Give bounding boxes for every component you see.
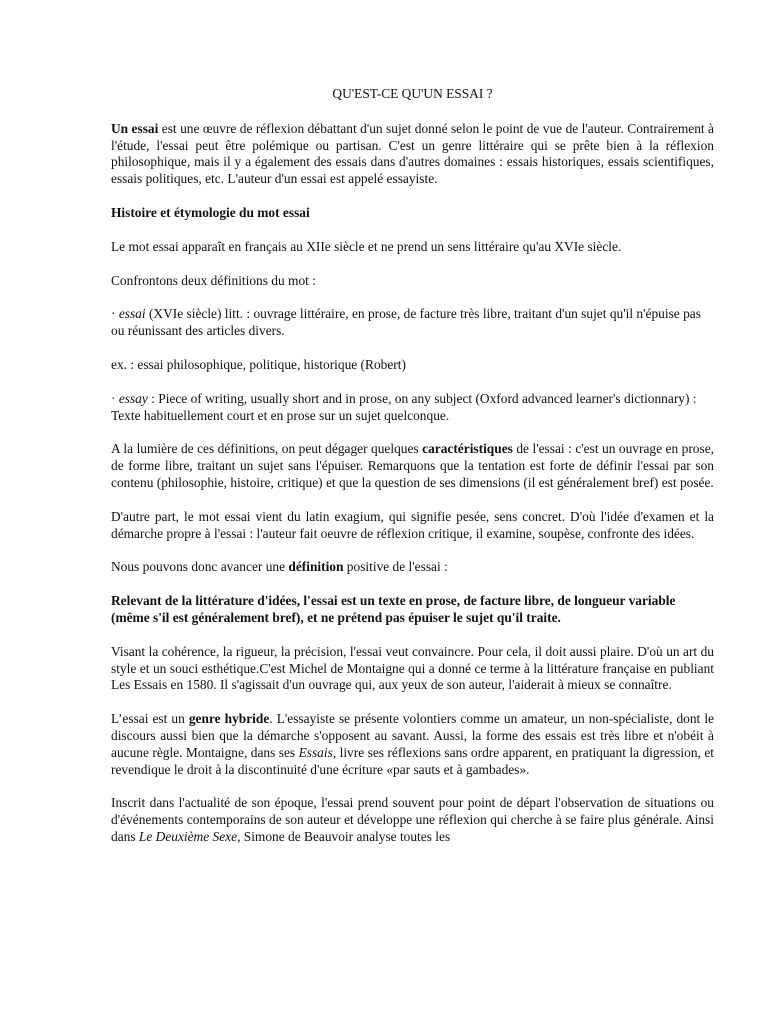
- paragraph-intro: [111, 121, 714, 188]
- definition-term: essai: [118, 306, 146, 322]
- text-segment: . L'essayiste se présente volontiers comme un amateur, un non-spécialiste, dont le discours aussi bien que la démarche s'opposent au savant. Aussi, la forme des essais est très libre et n'obéit à aucune règle. Montaigne, dans ses: [111, 711, 714, 760]
- text-segment: A la lumière de ces définitions, on peut dégager quelques: [111, 441, 423, 457]
- paragraph-etymology: Le mot essai apparaît en français au XIIe siècle et ne prend un sens littéraire qu'au XVIe siècle.: [111, 238, 622, 254]
- definition-essai: [111, 306, 714, 340]
- italic-segment: Essais: [298, 744, 333, 760]
- definition-statement: Relevant de la littérature d'idées, l'essai est un texte en prose, de facture libre, de longueur variable (même s'il est généralement bref), et ne prétend pas épuiser le sujet qu'il traite.: [111, 593, 676, 625]
- intro-text: est une œuvre de réflexion débattant d'un sujet donné selon le point de vue de l'auteur. Contrairement à l'étude, l'essai peut être polémique ou partisan. C'est un genre littéraire qui se prête bien à la réflexion philosophique, mais il y a également des essais dans d'autres domaines : essais historiques, essais scientifiques, essais politiques, etc. L'auteur d'un essai est appelé essayiste.: [111, 120, 715, 187]
- text-segment: positive de l'essai :: [343, 559, 448, 575]
- definition-term: essay: [118, 390, 148, 406]
- text-segment: Inscrit dans l'actualité de son époque, l'essai prend souvent pour point de départ l'observation de situations ou d'événements contemporains de son auteur et développe une réflexion qui cherche à se faire plus générale. Ainsi dans: [111, 795, 714, 844]
- bullet: ·: [111, 390, 119, 406]
- document-title: QU'EST-CE QU'UN ESSAI ?: [332, 86, 493, 101]
- text-segment: , Simone de Beauvoir analyse toutes les: [237, 828, 451, 844]
- definition-essay: [111, 391, 714, 425]
- bold-segment: caractéristiques: [422, 441, 513, 457]
- paragraph-hybrid: [111, 711, 714, 778]
- text-segment: , livre ses réflexions sans ordre apparent, en pratiquant la digression, et revendique le droit à la discontinuité d'une écriture «par sauts et à gambades».: [111, 744, 714, 777]
- text-segment: de l'essai : c'est un ouvrage en prose, de forme libre, traitant un sujet sans l'épuiser. Remarquons que la tentation est forte de définir l'essai par son contenu (philosophie, histoire, critique) et que la question de ses dimensions (il est généralement bref) est posée.: [111, 441, 714, 490]
- bold-segment: genre hybride: [188, 711, 270, 727]
- bold-segment: définition: [288, 559, 344, 575]
- heading-text: Histoire et étymologie du mot essai: [111, 204, 310, 220]
- definition-text: : Piece of writing, usually short and in prose, on any subject (Oxford advanced learner's dictionnary) : Texte habituellement court et en prose sur un sujet quelconque.: [111, 390, 697, 423]
- definition-text: (XVIe siècle) litt. : ouvrage littéraire, en prose, de facture très libre, traitant d'un sujet qu'il n'épuise pas ou réunissant des articles divers.: [111, 306, 701, 339]
- paragraph-example: ex. : essai philosophique, politique, historique (Robert): [111, 356, 406, 372]
- paragraph-definition-intro: [111, 559, 714, 576]
- text-segment: Nous pouvons donc avancer une: [111, 559, 289, 575]
- paragraph-confront: Confrontons deux définitions du mot :: [111, 272, 316, 288]
- section-heading: [111, 205, 714, 222]
- paragraph-characteristics: [111, 441, 714, 491]
- paragraph-montaigne: Visant la cohérence, la rigueur, la précision, l'essai veut convaincre. Pour cela, il doit aussi plaire. D'où un art du style et un souci esthétique.C'est Michel de Montaigne qui a donné ce terme à la littérature française en publiant Les Essais en 1580. Il s'agissait d'un ouvrage qui, aux yeux de son auteur, l'aiderait à mieux se connaître.: [111, 643, 714, 693]
- paragraph-definition-bold: [111, 593, 714, 627]
- intro-bold-term: Un essai: [111, 120, 159, 136]
- text-segment: L’essai est un: [111, 711, 189, 727]
- italic-segment: Le Deuxième Sexe: [138, 828, 238, 844]
- paragraph-latin: D'autre part, le mot essai vient du latin exagium, qui signifie pesée, sens concret. D'où l'idée d'examen et la démarche propre à l'essai : l'auteur fait oeuvre de réflexion critique, il examine, soupèse, confronte des idées.: [111, 508, 714, 541]
- bullet: ·: [111, 306, 119, 322]
- paragraph-actuality: [111, 795, 714, 845]
- document-page: [111, 86, 714, 863]
